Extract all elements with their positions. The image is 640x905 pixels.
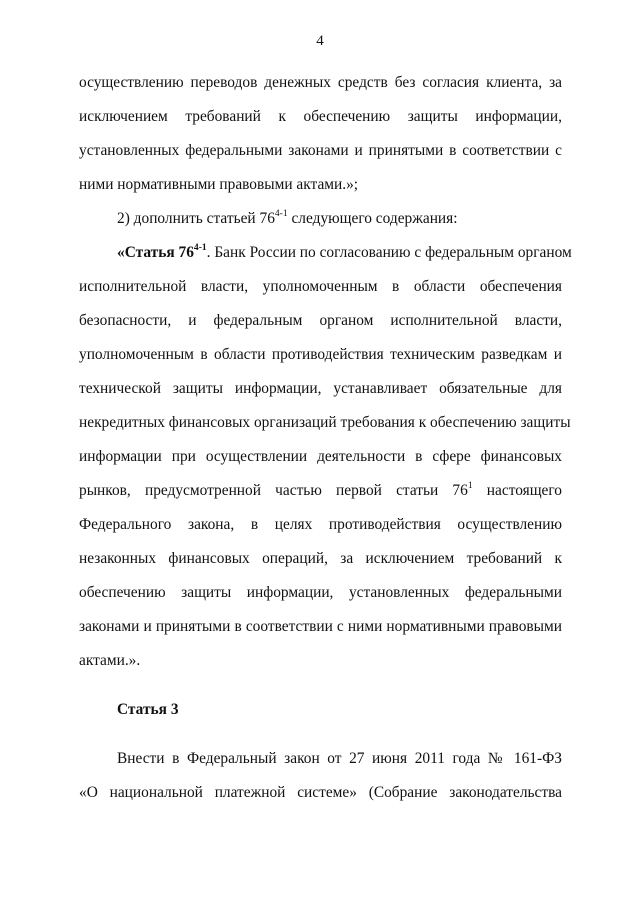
text-line: незаконных финансовых операций, за исключением требований к xyxy=(79,550,562,567)
text-line: ними нормативными правовыми актами.»; xyxy=(79,176,359,193)
superscript: 4-1 xyxy=(274,207,288,219)
text-run: рынков, предусмотренной частью первой статьи 76 xyxy=(79,482,468,499)
text-line: уполномоченным в области противодействия техническим разведкам и xyxy=(79,346,562,363)
text-line: установленных федеральными законами и принятыми в соответствии с xyxy=(79,142,562,159)
text-line: Федерального закона, в целях противодействия осуществлению xyxy=(79,516,562,533)
paragraph-continuation xyxy=(79,66,562,202)
article-heading xyxy=(79,693,562,727)
text-line: безопасности, и федеральным органом исполнительной власти, xyxy=(79,312,562,329)
text-line: исполнительной власти, уполномоченным в области обеспечения xyxy=(79,278,562,295)
text-line: информации при осуществлении деятельности в сфере финансовых xyxy=(79,448,562,465)
paragraph-new-article xyxy=(79,236,572,678)
text-line xyxy=(79,474,562,508)
text-line: осуществлению переводов денежных средств без согласия клиента, за xyxy=(79,74,562,91)
article-title: «Статья 76 xyxy=(117,244,194,261)
text-line xyxy=(79,202,562,236)
text-run: . Банк России по согласованию с федеральным органом xyxy=(206,244,572,261)
text-run: настоящего xyxy=(472,482,563,499)
superscript: 1 xyxy=(467,479,473,491)
article-heading-text: Статья 3 xyxy=(117,701,179,718)
text-line: технической защиты информации, устанавливает обязательные для xyxy=(79,380,562,397)
text-line: «О национальной платежной системе» (Собрание законодательства xyxy=(79,784,562,801)
superscript: 4-1 xyxy=(193,241,207,253)
document-body xyxy=(79,66,572,810)
paragraph-amendment-item xyxy=(79,202,562,236)
text-line: исключением требований к обеспечению защиты информации, xyxy=(79,108,562,125)
paragraph-article-3 xyxy=(79,742,562,810)
text-run: 2) дополнить статьей 76 xyxy=(117,210,275,227)
page-number: 4 xyxy=(316,33,324,49)
text-line: обеспечению защиты информации, установленных федеральными xyxy=(79,584,562,601)
text-line: актами.». xyxy=(79,652,141,669)
text-line xyxy=(79,236,572,270)
text-line: Внести в Федеральный закон от 27 июня 2011 года № 161-ФЗ xyxy=(117,750,562,767)
text-line: законами и принятыми в соответствии с ними нормативными правовыми xyxy=(79,618,562,635)
text-run: следующего содержания: xyxy=(287,210,458,227)
text-line: некредитных финансовых организаций требования к обеспечению защиты xyxy=(79,414,571,431)
